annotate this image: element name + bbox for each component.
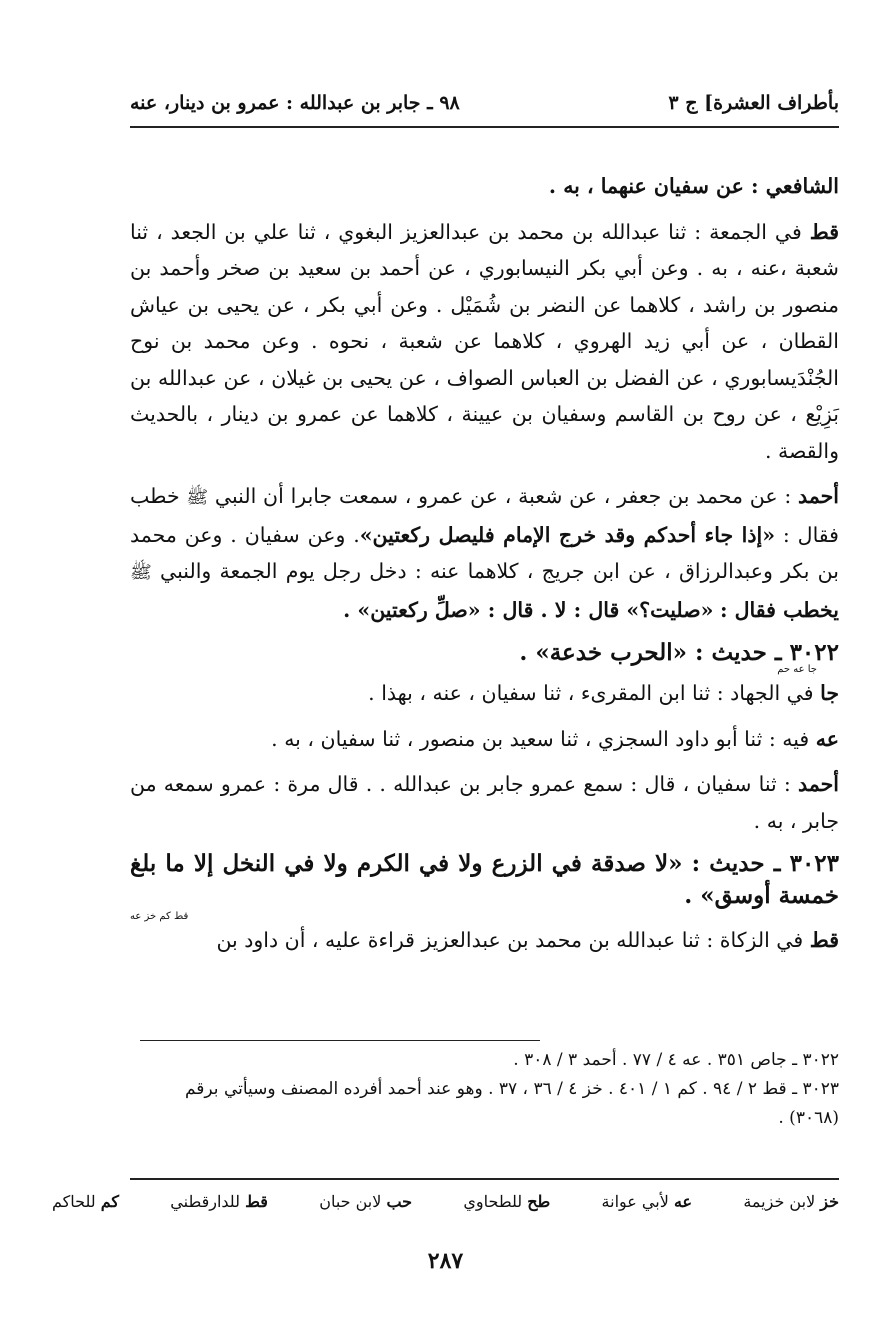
paragraph-text: في الجهاد : ثنا ابن المقرىء ، ثنا سفيان ، عنه ، بهذا . [368, 681, 814, 705]
paragraph-text: الشافعي : عن سفيان عنهما ، به . [548, 174, 839, 198]
hadith-number: ٣٠٢٣ [789, 850, 840, 877]
main-text [130, 168, 839, 968]
abbreviation-legend [52, 1192, 839, 1211]
legend-text: للدارقطني [170, 1192, 240, 1211]
paragraph-text: : ثنا سفيان ، قال : سمع عمرو جابر بن عبدالله . . قال مرة : عمرو سمعه من جابر ، به . [130, 772, 839, 833]
legend-abbr: عه [673, 1192, 693, 1211]
hadith-number: ٣٠٢٢ [789, 639, 839, 666]
source-tag: أحمد [798, 772, 839, 796]
footnote: ٣٠٢٢ ـ جاص ٣٥١ . عه ٤ / ٧٧ . أحمد ٣ / ٣٠٨ . [513, 1050, 839, 1070]
salutation-glyph: ﷺ [130, 562, 152, 583]
source-tag: قط [809, 928, 839, 952]
running-header [130, 86, 839, 120]
paragraph [130, 721, 839, 758]
header-volume: بأطراف العشرة] ج ٣ [668, 92, 839, 114]
source-symbols: قط كم خز عه [130, 911, 189, 922]
hadith-heading-3023 [130, 848, 839, 922]
paragraph [130, 478, 839, 628]
legend-text: للطحاوي [463, 1192, 523, 1211]
paragraph-text: في الزكاة : ثنا عبدالله بن محمد بن عبدالعزيز قراءة عليه ، أن داود بن [216, 928, 804, 952]
source-tag: أحمد [798, 484, 839, 508]
paragraph [130, 168, 839, 205]
legend-rule [130, 1178, 839, 1180]
footnote-rule [140, 1040, 540, 1041]
paragraph [130, 766, 839, 839]
salutation-glyph: ﷺ [186, 487, 209, 508]
legend-abbr: كم [100, 1192, 119, 1211]
legend-item [602, 1192, 693, 1211]
source-tag: عه [815, 726, 839, 751]
legend-abbr: قط [245, 1192, 268, 1211]
legend-abbr: خز [820, 1192, 839, 1211]
paragraph [130, 675, 839, 712]
legend-item [743, 1192, 839, 1211]
paragraph-text: يخطب فقال : [719, 597, 839, 622]
paragraph-text: . وعن سفيان . وعن محمد بن بكر وعبدالرزاق ، عن ابن جريج ، كلاهما عنه : دخل رجل يوم الجمعة والنبي [130, 522, 839, 583]
hadith-heading-3022 [130, 637, 839, 675]
paragraph [130, 922, 839, 959]
paragraph-text: فيه : ثنا أبو داود السجزي ، ثنا سعيد بن منصور ، ثنا سفيان ، به . [271, 726, 810, 751]
legend-item [52, 1192, 119, 1211]
hadith-quote: «صليت؟» قال : لا . قال : «صلِّ ركعتين» . [343, 597, 714, 622]
legend-item [319, 1192, 412, 1211]
legend-text: لابن خزيمة [743, 1192, 816, 1211]
header-section: ٩٨ ـ جابر بن عبدالله : عمرو بن دينار، عنه [130, 92, 460, 114]
paragraph-text: خطب فقال : [130, 484, 839, 547]
hadith-quote: «إذا جاء أحدكم وقد خرج الإمام فليصل ركعتين» [359, 522, 776, 547]
legend-text: لأبي عوانة [601, 1192, 669, 1211]
header-rule [130, 126, 839, 128]
legend-item [463, 1192, 550, 1211]
source-symbols: جا عه حم [777, 664, 817, 675]
legend-abbr: طح [527, 1192, 551, 1211]
paragraph-text: : عن محمد بن جعفر ، عن شعبة ، عن عمرو ، سمعت جابرا أن النبي [214, 484, 792, 508]
footnote: ٣٠٢٣ ـ قط ٢ / ٩٤ . كم ١ / ٤٠١ . خز ٤ / ٣٦ ، ٣٧ . وهو عند أحمد أفرده المصنف وسيأتي برقم (٣٠٦٨) . [184, 1079, 839, 1128]
legend-text: للحاكم [52, 1192, 96, 1211]
paragraph [130, 214, 839, 470]
footnotes [130, 1046, 839, 1133]
legend-abbr: حب [386, 1192, 413, 1211]
hadith-title: ـ حديث : «لا صدقة في الزرع ولا في الكرم ولا في النخل إلا ما بلغ خمسة أوسق» . [130, 850, 839, 909]
legend-item [170, 1192, 268, 1211]
page-number: ٢٨٧ [427, 1248, 464, 1274]
source-tag: قط [809, 219, 839, 244]
paragraph-text: في الجمعة : ثنا عبدالله بن محمد بن عبدالعزيز البغوي ، ثنا علي بن الجعد ، ثنا شعبة ،عنه ، به . وعن أبي بكر النيسابوري ، عن أحمد بن سعيد بن صخر وأحمد بن منصور بن راشد ، كلاهما عن النضر بن شُمَيْل . وعن أبي بكر ، عن يحيى بن عياش القطان ، عن أبي زيد الهروي ، كلاهما عن شعبة ، نحوه . وعن محمد بن نوح الجُنْدَيسابوري ، عن الفضل بن العباس الصواف ، عن يحيى بن غيلان ، عن عبدالله بن بَزِيْع ، عن روح بن القاسم وسفيان بن عيينة ، كلاهما عن عمرو بن دينار ، بالحديث والقصة . [130, 219, 839, 463]
source-tag: جا [820, 681, 839, 705]
legend-text: لابن حبان [319, 1192, 382, 1211]
hadith-title: ـ حديث : «الحرب خدعة» . [519, 639, 782, 666]
